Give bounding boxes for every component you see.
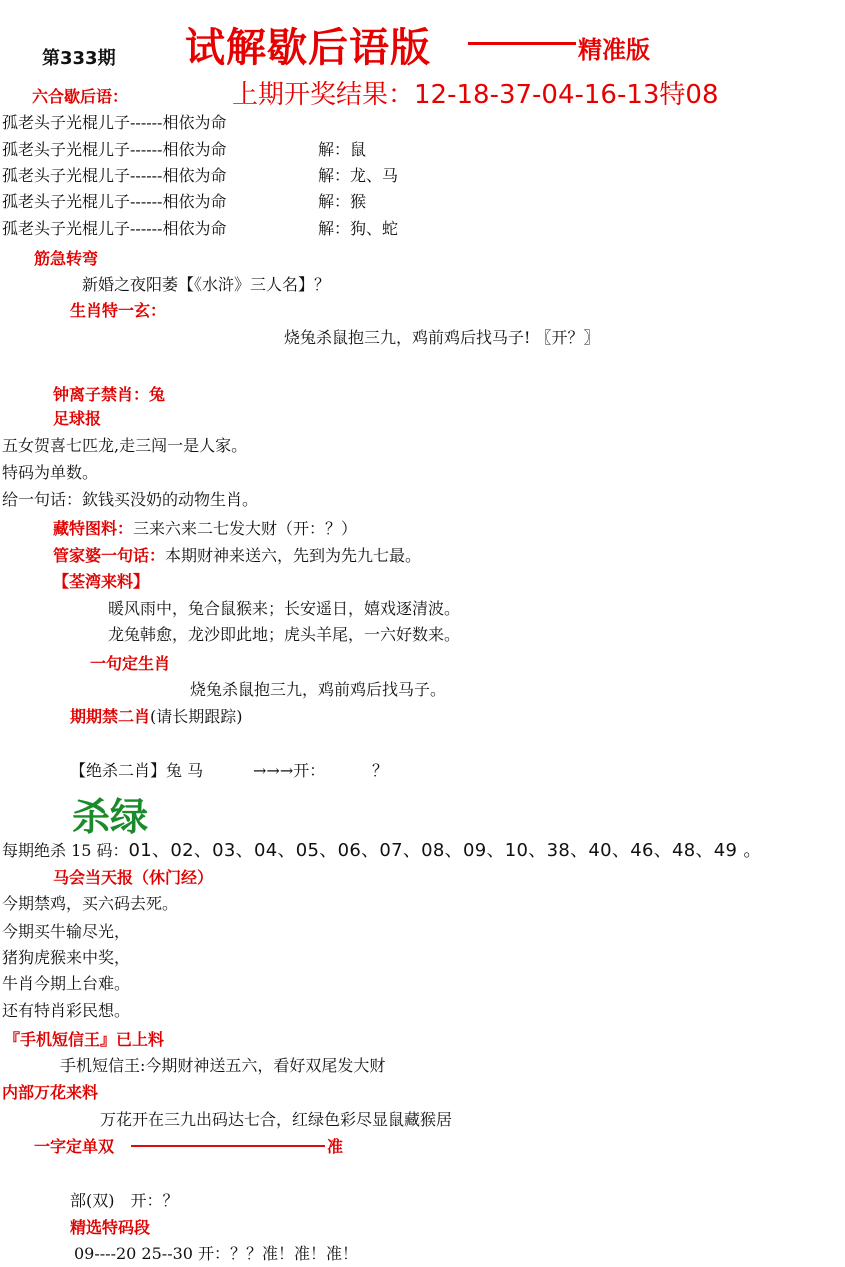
sms-heading: 『手机短信王』已上料	[4, 1030, 165, 1049]
last-result	[232, 74, 719, 111]
title-divider	[468, 42, 576, 45]
xiehouyu-line: 孤老头子光棍儿子------相依为命	[2, 166, 227, 185]
mahui-line: 还有特肖彩民想。	[2, 1001, 131, 1020]
cangte-label: 藏特图料：	[53, 519, 134, 538]
xiehouyu-solution: 解：鼠	[318, 140, 367, 159]
qiqi-line	[70, 704, 243, 727]
football-heading: 足球报	[53, 409, 102, 428]
shengxiao-heading: 生肖特一玄：	[70, 301, 167, 320]
xiehouyu-line: 孤老头子光棍儿子------相依为命	[2, 113, 227, 132]
yizi-heading: 一字定单双	[34, 1137, 115, 1156]
page-title: 试解歇后语版	[185, 24, 431, 71]
yizi-tail: 准	[327, 1137, 344, 1156]
yizi-text: 部(双) 开：？	[70, 1191, 179, 1210]
wanhua-text: 万花开在三九出码达七合，红绿色彩尽显鼠藏猴居	[100, 1110, 453, 1129]
kill15-label: 每期绝杀 15 码：	[2, 841, 129, 860]
juesha-arrows: →→→开：	[253, 761, 326, 780]
kill15-line	[2, 836, 762, 862]
quanwan-heading: 【荃湾来料】	[53, 572, 150, 591]
guanjia-line	[53, 543, 421, 566]
jingxuan-heading: 精选特码段	[70, 1218, 151, 1237]
cangte-text: 三来六来二七发大财（开：？）	[133, 519, 358, 538]
jingxuan-text: 09----20 25--30 开：？？准！准！准！	[74, 1244, 359, 1263]
juesha-label: 【绝杀二肖】兔 马	[70, 761, 204, 780]
guanjia-label: 管家婆一句话：	[53, 546, 166, 565]
yizi-dashes	[131, 1145, 325, 1147]
xiehouyu-line: 孤老头子光棍儿子------相依为命	[2, 192, 227, 211]
guanjia-text: 本期财神来送六，先到为先九七最。	[165, 546, 422, 565]
xiehouyu-heading: 六合歇后语：	[32, 87, 129, 106]
sms-text: 手机短信王:今期财神送五六，看好双尾发大财	[60, 1056, 386, 1075]
xiehouyu-line: 孤老头子光棍儿子------相依为命	[2, 140, 227, 159]
riddle-heading: 筋急转弯	[34, 249, 99, 268]
xiehouyu-line: 孤老头子光棍儿子------相依为命	[2, 219, 227, 238]
zhongli-text: 钟离子禁肖：兔	[53, 385, 166, 404]
result-label: 上期开奖结果：	[232, 80, 415, 110]
juesha-question: ？	[372, 761, 389, 780]
result-numbers: 12-18-37-04-16-13特08	[414, 80, 719, 110]
quanwan-line: 暖风雨中，兔合鼠猴来；长安遥日，嬉戏逐清波。	[108, 599, 461, 618]
mahui-line: 今期买牛输尽光，	[2, 922, 131, 941]
xiehouyu-solution: 解：狗、蛇	[318, 219, 399, 238]
yiju-text: 烧兔杀鼠抱三九，鸡前鸡后找马子。	[190, 680, 447, 699]
shalv-heading: 杀绿	[72, 794, 149, 839]
qiqi-note: (请长期跟踪)	[150, 707, 243, 726]
issue-number: 第333期	[42, 48, 116, 69]
shengxiao-text: 烧兔杀鼠抱三九，鸡前鸡后找马子! 〖开？〗	[284, 328, 600, 347]
football-line: 特码为单数。	[2, 463, 99, 482]
mahui-heading: 马会当天报（休门经）	[53, 868, 214, 887]
kill15-numbers: 01、02、03、04、05、06、07、08、09、10、38、40、46、48、49 。	[128, 840, 762, 861]
wanhua-heading: 内部万花来料	[2, 1083, 99, 1102]
football-line: 五女贺喜七匹龙,走三闯一是人家。	[2, 436, 248, 455]
cangte-line	[53, 516, 357, 539]
mahui-line: 牛肖今期上台难。	[2, 974, 131, 993]
xiehouyu-solution: 解：龙、马	[318, 166, 399, 185]
qiqi-label: 期期禁二肖	[70, 707, 151, 726]
xiehouyu-solution: 解：猴	[318, 192, 367, 211]
mahui-line: 今期禁鸡，买六码去死。	[2, 894, 179, 913]
mahui-line: 猪狗虎猴来中奖，	[2, 948, 131, 967]
yiju-heading: 一句定生肖	[90, 654, 171, 673]
quanwan-line: 龙兔韩愈，龙沙即此地；虎头羊尾，一六好数来。	[108, 625, 461, 644]
riddle-text: 新婚之夜阳萎【《水浒》三人名】？	[82, 275, 331, 294]
title-suffix: 精准版	[578, 35, 650, 64]
football-line: 给一句话：欽钱买没奶的动物生肖。	[2, 490, 259, 509]
